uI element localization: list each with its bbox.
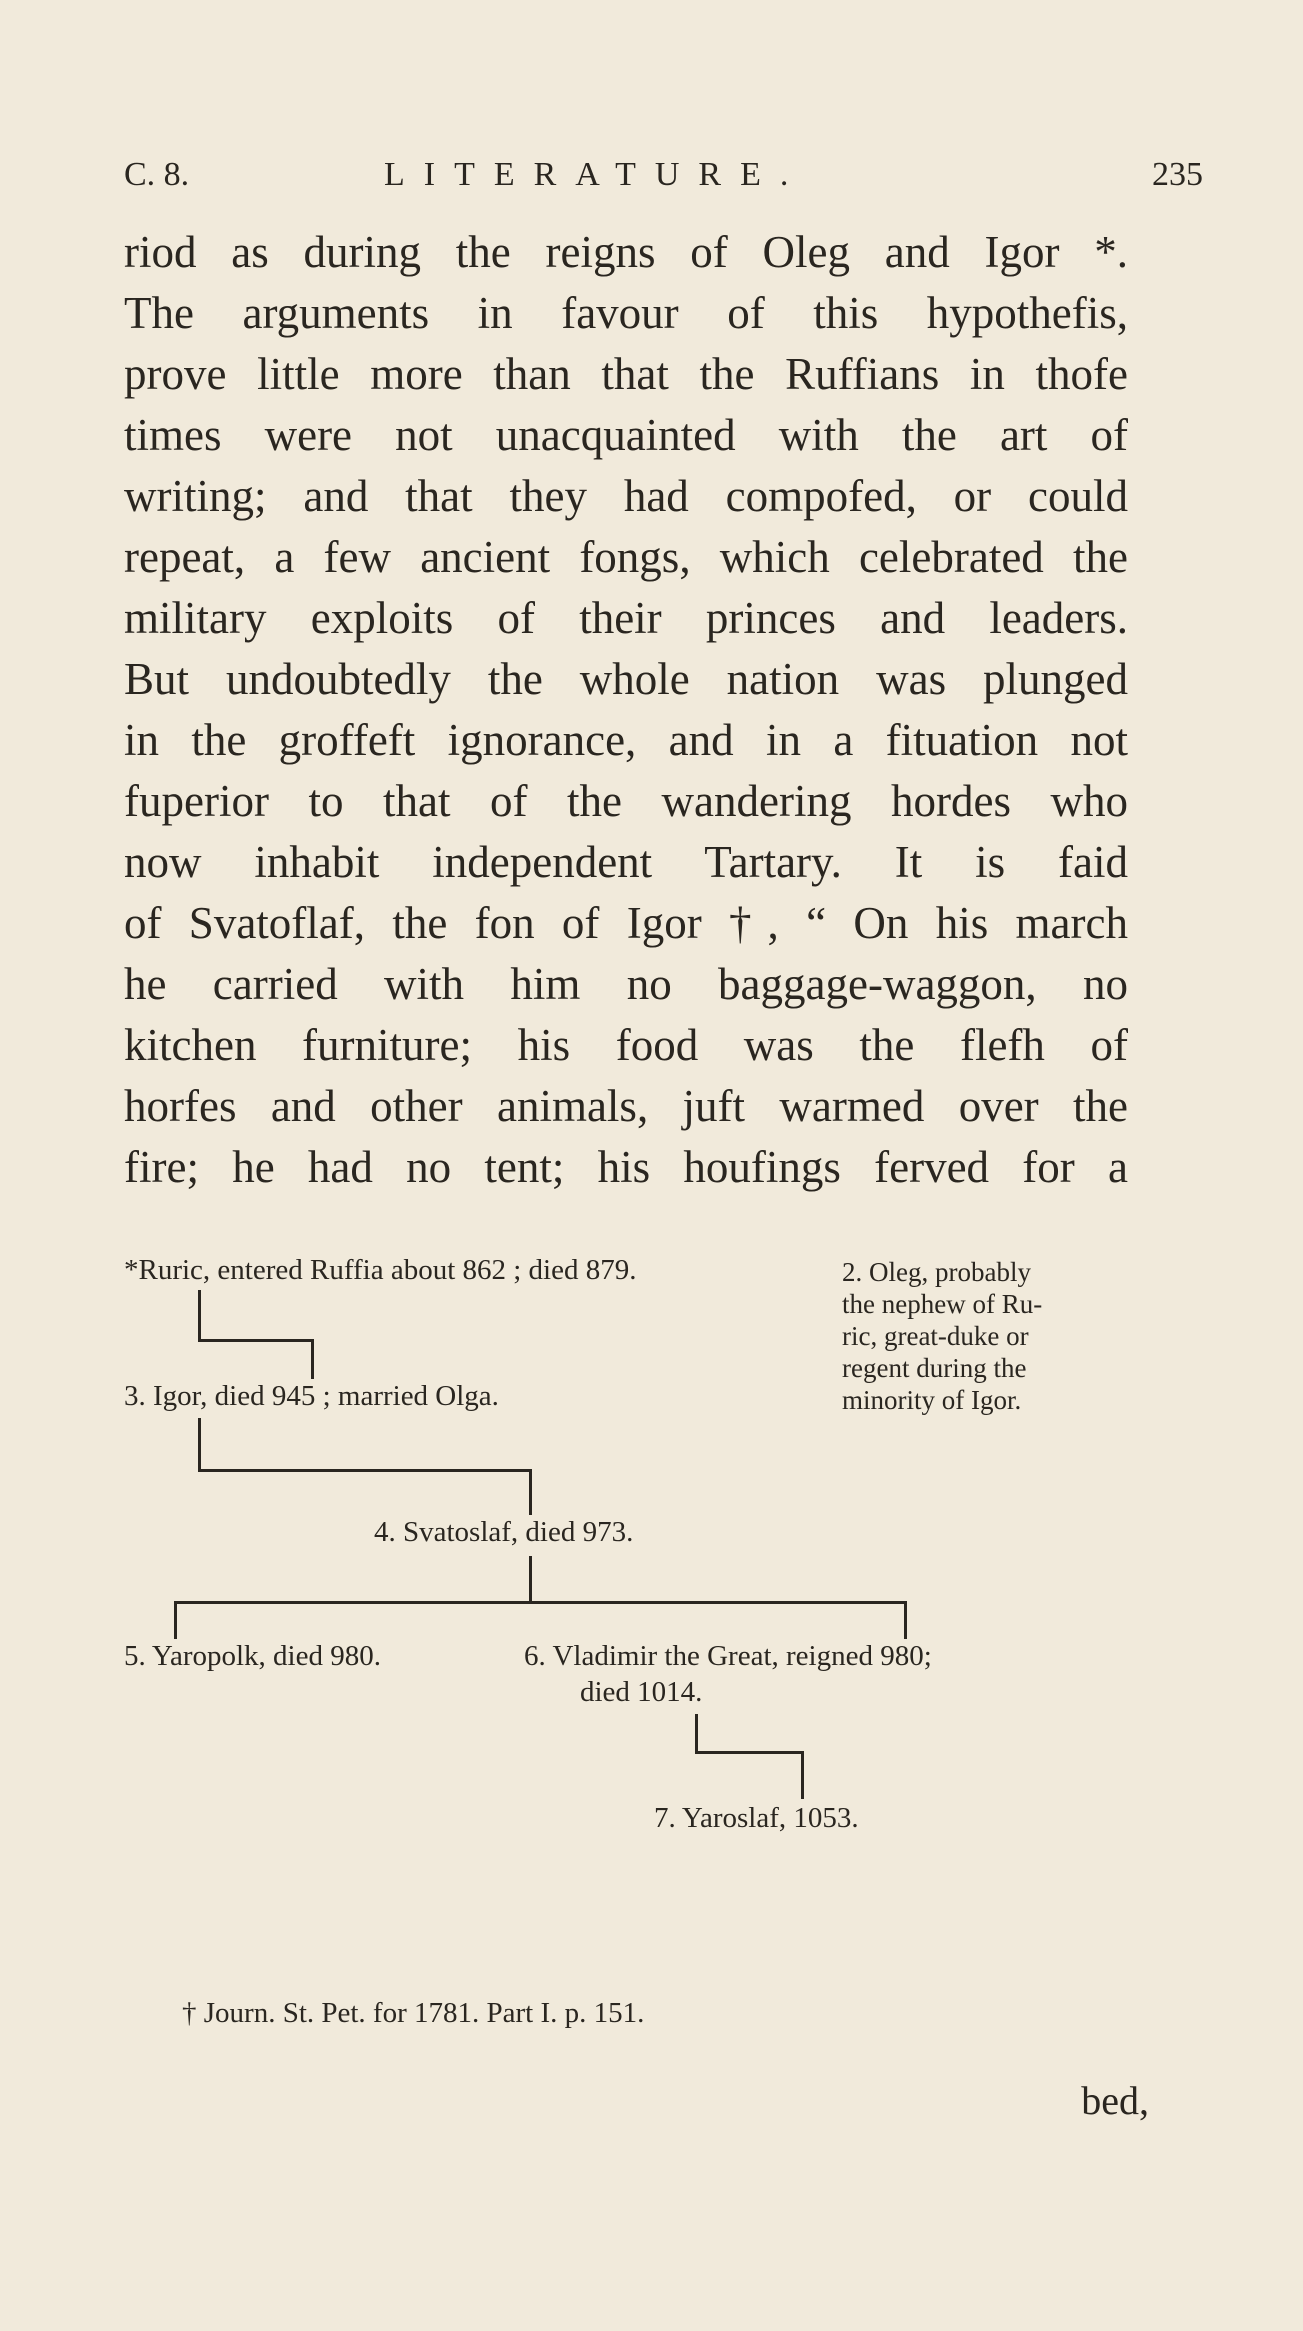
- tree-connector: [311, 1339, 314, 1379]
- tree-connector: [198, 1418, 201, 1470]
- page-number: 235: [1152, 156, 1203, 193]
- svatoslaf-entry: 4. Svatoslaf, died 973.: [374, 1516, 634, 1548]
- tree-connector: [695, 1751, 804, 1754]
- oleg-note-line: the nephew of Ru-: [842, 1289, 1043, 1319]
- body-line: in the groffeft ignorance, and in a fituation not: [124, 715, 1128, 765]
- body-line: times were not unacquainted with the art of: [124, 410, 1128, 460]
- oleg-note-line: ric, great-duke or: [842, 1321, 1029, 1351]
- tree-connector: [529, 1556, 532, 1602]
- yaropolk-entry: 5. Yaropolk, died 980.: [124, 1640, 381, 1672]
- body-line: The arguments in favour of this hypothefis,: [124, 288, 1128, 338]
- body-line: horfes and other animals, juft warmed over the: [124, 1081, 1128, 1131]
- vladimir-entry: 6. Vladimir the Great, reigned 980;: [524, 1640, 932, 1672]
- body-line: he carried with him no baggage-waggon, no: [124, 959, 1128, 1009]
- body-line: military exploits of their princes and leaders.: [124, 593, 1128, 643]
- tree-connector: [529, 1469, 532, 1515]
- body-line: prove little more than that the Ruffians in thofe: [124, 349, 1128, 399]
- oleg-note-line: minority of Igor.: [842, 1385, 1022, 1415]
- running-title: LITERATURE.: [384, 156, 808, 193]
- ruric-entry: *Ruric, entered Ruffia about 862 ; died 879.: [124, 1254, 637, 1286]
- body-line: now inhabit independent Tartary. It is faid: [124, 837, 1128, 887]
- body-line: fuperior to that of the wandering hordes who: [124, 776, 1128, 826]
- tree-connector: [198, 1290, 201, 1340]
- tree-connector: [174, 1601, 907, 1604]
- oleg-note-line: regent during the: [842, 1353, 1027, 1383]
- oleg-note-line: 2. Oleg, probably: [842, 1257, 1031, 1287]
- igor-entry: 3. Igor, died 945 ; married Olga.: [124, 1380, 499, 1412]
- tree-connector: [801, 1751, 804, 1799]
- footnote: † Journ. St. Pet. for 1781. Part I. p. 151.: [182, 1997, 645, 2029]
- tree-connector: [198, 1469, 531, 1472]
- body-line: fire; he had no tent; his houfings ferved for a: [124, 1142, 1128, 1192]
- chapter-number: C. 8.: [124, 156, 190, 193]
- tree-connector: [904, 1601, 907, 1639]
- body-line: writing; and that they had compofed, or could: [124, 471, 1128, 521]
- tree-connector: [198, 1339, 313, 1342]
- body-line: riod as during the reigns of Oleg and Igor *.: [124, 227, 1128, 277]
- body-line: of Svatoflaf, the fon of Igor †, “ On his march: [124, 898, 1128, 948]
- catchword: bed,: [1081, 2078, 1149, 2123]
- yaroslaf-entry: 7. Yaroslaf, 1053.: [654, 1802, 859, 1834]
- body-line: kitchen furniture; his food was the flefh of: [124, 1020, 1128, 1070]
- tree-connector: [174, 1601, 177, 1639]
- tree-connector: [695, 1714, 698, 1752]
- vladimir-death: died 1014.: [580, 1676, 703, 1708]
- body-line: repeat, a few ancient fongs, which celebrated the: [124, 532, 1128, 582]
- body-line: But undoubtedly the whole nation was plunged: [124, 654, 1128, 704]
